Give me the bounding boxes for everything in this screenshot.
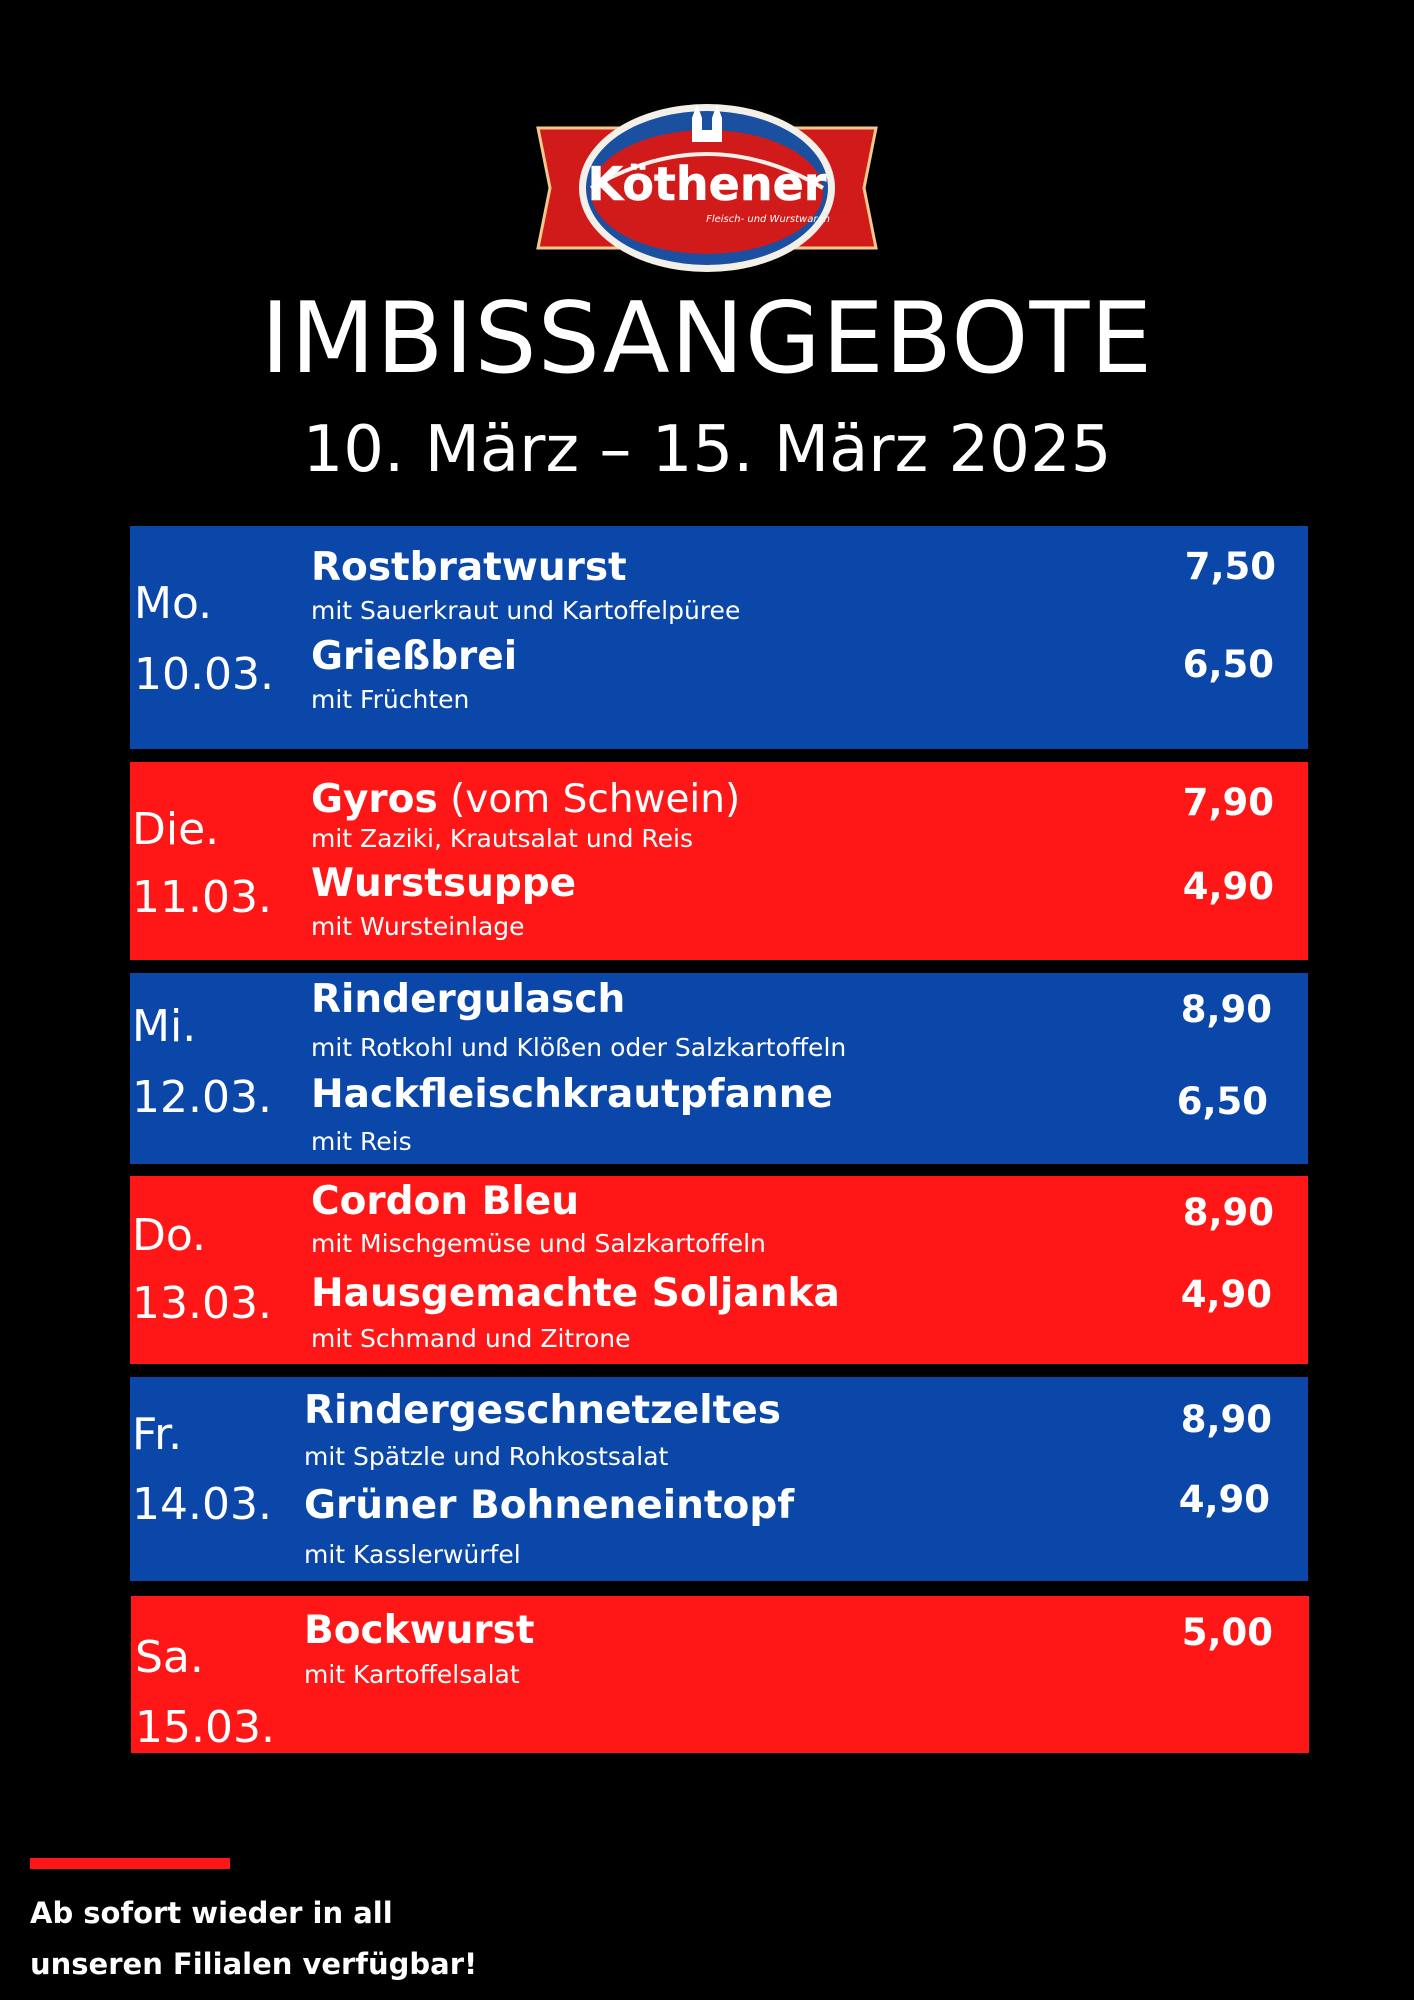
dish-name: Grüner Bohneneintopf: [304, 1483, 795, 1528]
day-name: Fr.: [132, 1409, 183, 1460]
day-date: 15.03.: [135, 1702, 275, 1753]
dish-name: Cordon Bleu: [311, 1179, 580, 1224]
dish-description: mit Mischgemüse und Salzkartoffeln: [311, 1229, 766, 1258]
dish-name: Hausgemachte Soljanka: [311, 1271, 840, 1316]
footer-line-1: Ab sofort wieder in all: [30, 1896, 393, 1930]
day-date: 10.03.: [134, 649, 274, 700]
footer-accent-line: [30, 1858, 230, 1869]
day-block-wednesday: [130, 973, 1308, 1164]
dish-description: mit Rotkohl und Klößen oder Salzkartoffeln: [311, 1033, 847, 1062]
dish-price: 5,00: [1181, 1611, 1273, 1654]
svg-text:Fleisch- und Wurstwaren: Fleisch- und Wurstwaren: [706, 214, 830, 225]
footer-notice: [30, 1888, 477, 1990]
dish-name: Rostbratwurst: [311, 545, 627, 590]
dish-name: Wurstsuppe: [311, 861, 577, 906]
dish-name: Hackfleischkrautpfanne: [311, 1072, 833, 1117]
day-date: 13.03.: [132, 1278, 272, 1329]
page-title: IMBISSANGEBOTE: [260, 282, 1154, 396]
dish-price: 7,90: [1182, 781, 1274, 824]
day-name: Sa.: [135, 1632, 204, 1683]
dish-price: 8,90: [1180, 1398, 1272, 1441]
day-block-tuesday: [130, 762, 1308, 960]
day-name: Die.: [132, 804, 220, 855]
svg-text:Köthener: Köthener: [587, 157, 827, 211]
dish-name: Rindergulasch: [311, 977, 626, 1022]
footer-line-2: unseren Filialen verfügbar!: [30, 1947, 478, 1981]
dish-description: mit Kasslerwürfel: [304, 1540, 521, 1569]
day-date: 14.03.: [132, 1479, 272, 1530]
dish-price: 8,90: [1182, 1191, 1274, 1234]
dish-description: mit Reis: [311, 1127, 412, 1156]
date-range: 10. März – 15. März 2025: [302, 413, 1112, 487]
dish-price: 8,90: [1180, 988, 1272, 1031]
dish-description: mit Kartoffelsalat: [304, 1660, 520, 1689]
day-block-monday: [130, 526, 1308, 749]
dish-name: Bockwurst: [304, 1608, 535, 1653]
dish-description: mit Zaziki, Krautsalat und Reis: [311, 824, 693, 853]
day-date: 11.03.: [132, 872, 272, 923]
day-name: Mi.: [132, 1001, 197, 1052]
dish-price: 6,50: [1176, 1080, 1268, 1123]
day-name: Do.: [132, 1210, 207, 1261]
dish-description: mit Spätzle und Rohkostsalat: [304, 1442, 669, 1471]
dish-description: mit Früchten: [311, 685, 470, 714]
day-date: 12.03.: [132, 1072, 272, 1123]
dish-name: Rindergeschnetzeltes: [304, 1388, 781, 1433]
koethener-logo: [536, 100, 878, 276]
day-block-saturday: [131, 1596, 1309, 1753]
day-name: Mo.: [134, 578, 213, 629]
day-block-friday: [130, 1377, 1308, 1581]
dish-price: 4,90: [1178, 1478, 1270, 1521]
dish-price: 6,50: [1182, 643, 1274, 686]
dish-price: 4,90: [1180, 1273, 1272, 1316]
dish-description: mit Schmand und Zitrone: [311, 1324, 631, 1353]
dish-description: mit Wursteinlage: [311, 912, 525, 941]
dish-price: 7,50: [1184, 545, 1276, 588]
dish-name: Gyros (vom Schwein): [311, 777, 741, 822]
dish-description: mit Sauerkraut und Kartoffelpüree: [311, 596, 741, 625]
day-block-thursday: [130, 1176, 1308, 1364]
dish-name: Grießbrei: [311, 634, 518, 679]
dish-price: 4,90: [1182, 865, 1274, 908]
